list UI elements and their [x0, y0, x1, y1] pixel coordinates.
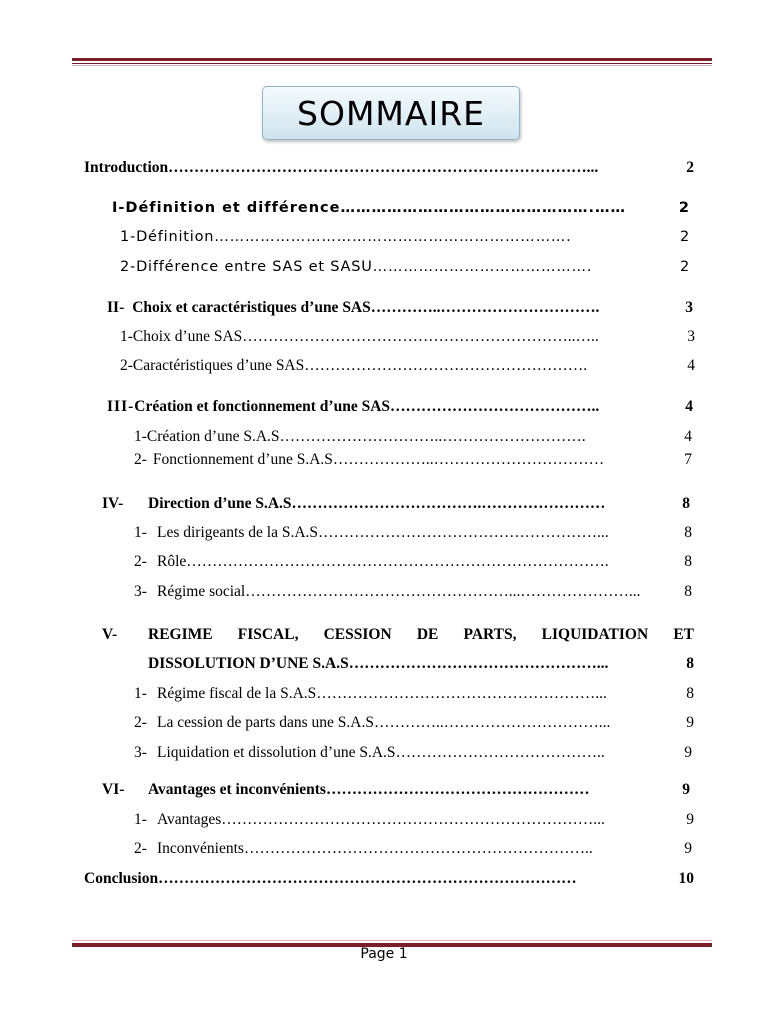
toc-leader: ………………………………….. [395, 744, 605, 761]
toc-leader: ……………………………………………………………………… [158, 870, 577, 887]
toc-label: Choix d’une SAS [132, 328, 243, 345]
toc-page: 4 [684, 428, 692, 445]
toc-number: 1- [134, 428, 147, 445]
toc-page: 9 [686, 811, 694, 828]
toc-page: 4 [685, 398, 693, 415]
toc-entry-3-2[interactable] [134, 450, 692, 470]
toc-leader: ………………………………………………………………………... [168, 159, 599, 176]
toc-leader: ……………………………….…………………… [291, 495, 606, 512]
toc-label: Direction d’une S.A.S [148, 495, 292, 512]
toc-number: III- [107, 398, 135, 415]
toc-label: Différence entre SAS et SASU [136, 259, 373, 275]
toc-leader: ……………………………………………...…………………... [245, 583, 641, 600]
toc-entry-introduction[interactable] [84, 158, 694, 178]
toc-page: 8 [686, 655, 694, 672]
toc-leader: …………………………..………………………. [279, 428, 586, 445]
toc-label: Création et fonctionnement d’une SAS [134, 398, 391, 415]
toc-entry-section-1[interactable] [112, 198, 690, 218]
toc-page: 8 [684, 553, 692, 570]
toc-leader: ………………………………………………... [316, 685, 607, 702]
toc-page: 8 [686, 685, 694, 702]
toc-label: Fonctionnement d’une S.A.S [152, 451, 333, 468]
toc-label: Introduction [84, 159, 169, 176]
toc-entry-section-2[interactable] [107, 298, 693, 318]
toc-entry-1-1[interactable] [120, 227, 690, 247]
toc-entry-conclusion[interactable] [84, 869, 694, 889]
toc-leader: ………………………………………………. [304, 357, 588, 374]
toc-label: Choix et caractéristiques d’une SAS [132, 299, 371, 316]
toc-leader: ………………………………………………………………………. [186, 553, 609, 570]
toc-number: I- [112, 200, 126, 216]
toc-leader: …………..…………………………. [370, 299, 600, 316]
toc-leader: ………………………………………………………………... [221, 811, 605, 828]
toc-entry-section-5-line1[interactable] [148, 625, 694, 645]
toc-page: 2 [678, 200, 690, 216]
toc-entry-section-5[interactable] [148, 654, 694, 674]
toc-label: Les dirigeants de la S.A.S [157, 524, 319, 541]
toc-label: Régime fiscal de la S.A.S [157, 685, 317, 702]
toc-label: La cession de parts dans une S.A.S [157, 714, 374, 731]
toc-leader: ………………………………………………... [318, 524, 609, 541]
toc-page: 4 [687, 357, 695, 374]
toc-entry-6-2[interactable] [134, 839, 692, 859]
toc-label: Conclusion [84, 870, 159, 887]
toc-leader: …………………………………………… [325, 781, 590, 798]
toc-leader: ………………..…………………………… [332, 451, 605, 468]
toc-label: Caractéristiques d’une SAS [132, 357, 305, 374]
toc-entry-1-2[interactable] [120, 257, 690, 277]
toc-label: Rôle [157, 553, 187, 570]
toc-entry-6-1[interactable] [134, 810, 694, 830]
toc-page: 3 [687, 328, 695, 345]
toc-number: 2- [134, 553, 147, 570]
toc-number: 1- [134, 524, 147, 541]
toc-number: 3- [134, 583, 147, 600]
toc-label: Avantages [157, 811, 222, 828]
toc-page: 9 [682, 781, 690, 798]
toc-leader: ……………………………………………………………. [214, 229, 572, 245]
toc-leader: ……………………………………. [372, 259, 593, 275]
toc-number: VI- [102, 781, 125, 798]
toc-page: 7 [684, 451, 692, 468]
toc-entry-section-3[interactable] [107, 397, 693, 417]
toc-page: 8 [684, 583, 692, 600]
toc-number: V- [102, 626, 118, 643]
toc-number: 2- [120, 259, 137, 275]
toc-entry-5-2[interactable] [134, 713, 694, 733]
header-rule [72, 58, 712, 66]
toc-page: 9 [686, 714, 694, 731]
toc-entry-section-5-number [102, 625, 148, 645]
toc-entry-section-6[interactable] [102, 780, 690, 800]
toc-label: Définition [136, 229, 215, 245]
toc-page: 2 [679, 229, 690, 245]
toc-entry-2-1[interactable] [120, 327, 695, 347]
toc-leader: ………………………………….. [390, 398, 600, 415]
toc-label: Liquidation et dissolution d’une S.A.S [157, 744, 396, 761]
toc-page: 2 [686, 159, 694, 176]
toc-number: 2- [134, 451, 147, 468]
toc-leader: ………………………………………………………….. [243, 840, 593, 857]
toc-page: 9 [684, 840, 692, 857]
toc-leader: ………………………………………………………..….. [242, 328, 599, 345]
toc-number: 1- [134, 685, 147, 702]
toc-label: Régime social [157, 583, 246, 600]
toc-page: 8 [682, 495, 690, 512]
toc-number: 2- [134, 840, 147, 857]
toc-number: 2- [120, 357, 133, 374]
toc-entry-3-1[interactable] [134, 427, 692, 447]
toc-page: 2 [679, 259, 690, 275]
toc-label: Création d’une S.A.S [146, 428, 280, 445]
toc-page: 3 [685, 299, 693, 316]
toc-number: IV- [102, 495, 124, 512]
toc-number: 1- [120, 229, 137, 245]
toc-page: 8 [684, 524, 692, 541]
toc-number: II- [107, 299, 125, 316]
toc-entry-5-1[interactable] [134, 684, 694, 704]
toc-entry-5-3[interactable] [134, 743, 692, 763]
toc-number: 3- [134, 744, 147, 761]
toc-label: Inconvénients [157, 840, 244, 857]
toc-label: Avantages et inconvénients [148, 781, 326, 798]
toc-number: 1- [134, 811, 147, 828]
toc-leader: …………..…………………………... [373, 714, 611, 731]
toc-number: 1- [120, 328, 133, 345]
toc-label: DISSOLUTION D’UNE S.A.S [148, 655, 349, 672]
title-box [262, 86, 520, 140]
toc-label: REGIME FISCAL, CESSION DE PARTS, LIQUIDATION ET [148, 626, 694, 643]
toc-entry-2-2[interactable] [120, 356, 695, 376]
toc-page: 10 [678, 870, 694, 887]
toc-leader: …………………………………………... [348, 655, 609, 672]
toc-entry-section-4[interactable] [102, 494, 690, 514]
toc-entry-4-1[interactable] [134, 523, 692, 543]
toc-leader: ………………………………………….…… [340, 200, 626, 216]
page-title: SOMMAIRE [297, 93, 485, 133]
page-number: Page 1 [360, 946, 408, 962]
toc-entry-4-3[interactable] [134, 582, 692, 602]
toc-label: Définition et différence [125, 200, 341, 216]
toc-number: 2- [134, 714, 147, 731]
toc-page: 9 [684, 744, 692, 761]
toc-entry-4-2[interactable] [134, 552, 692, 572]
